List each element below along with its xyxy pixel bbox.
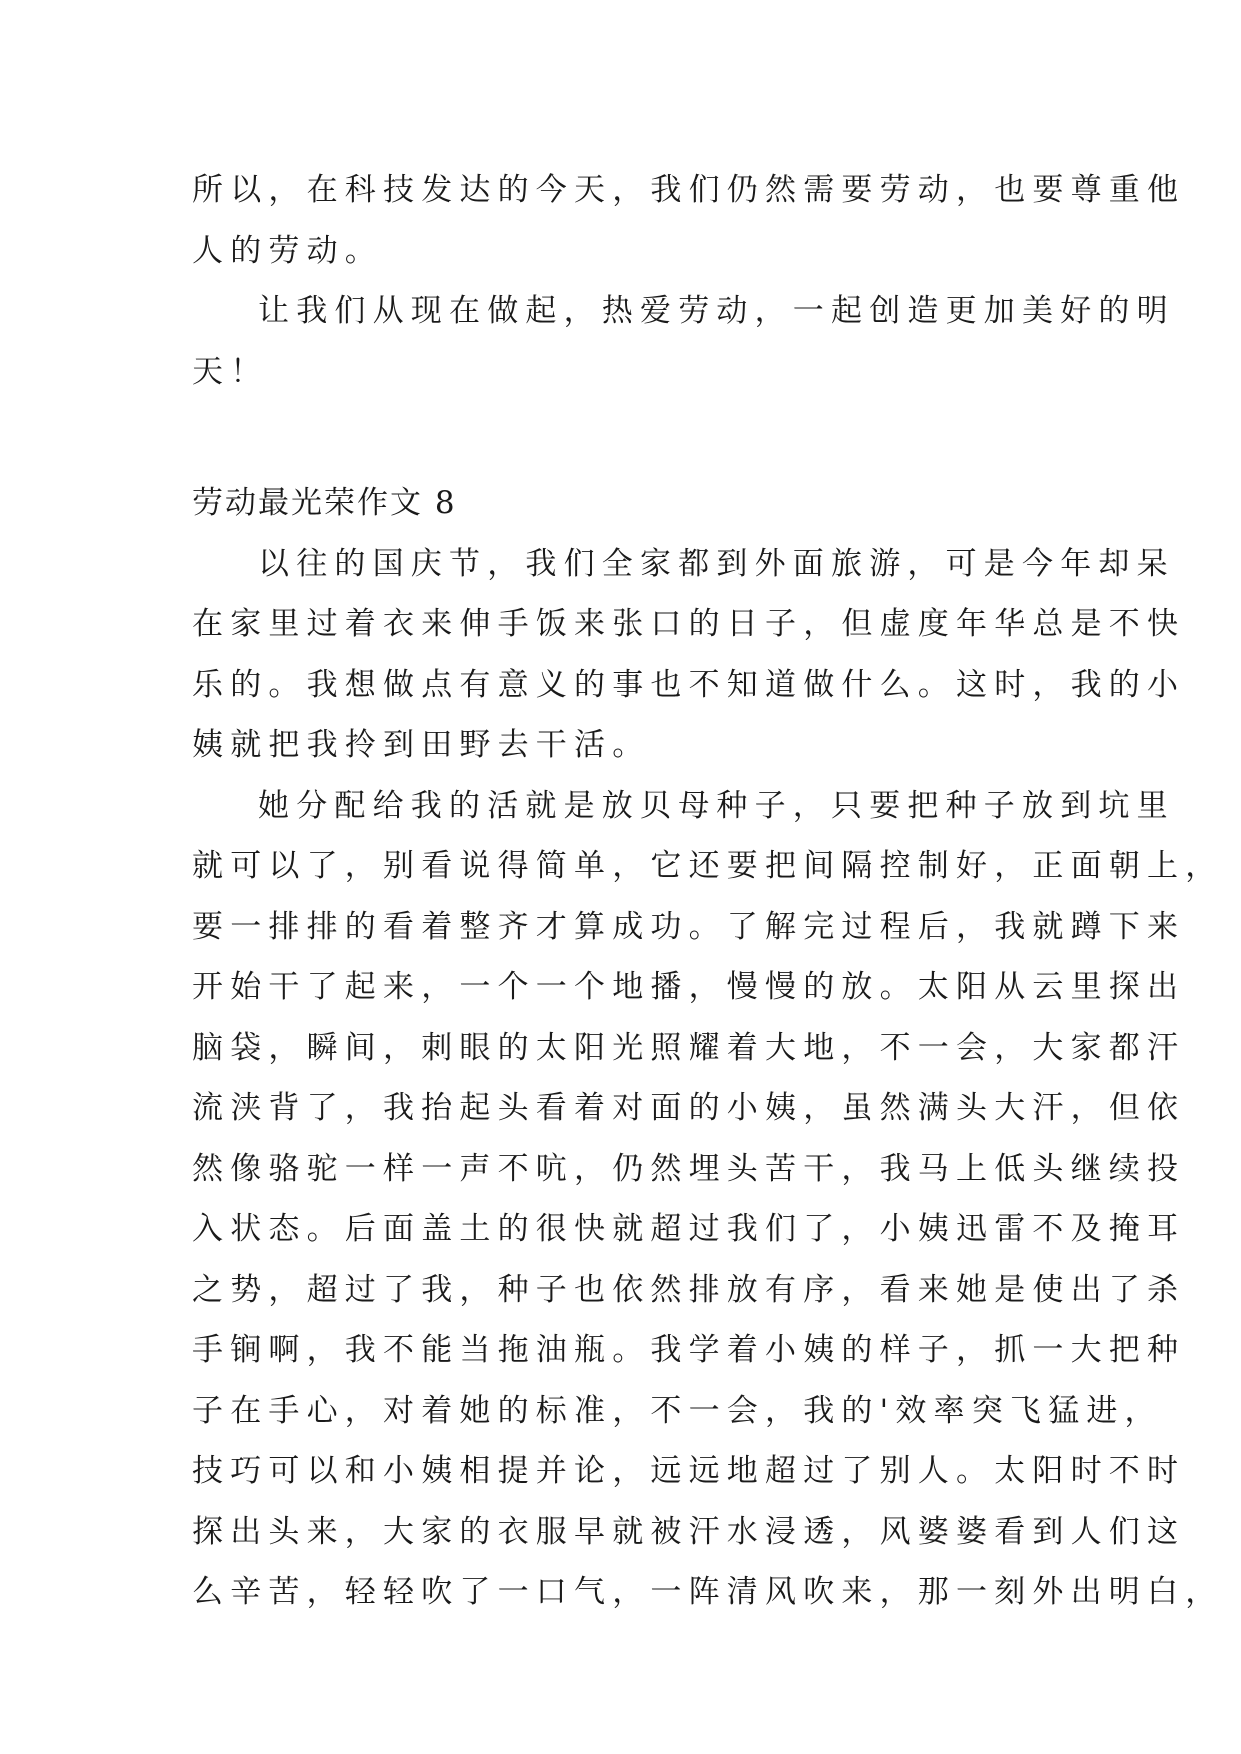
text-line: 开始干了起来，一个一个地播，慢慢的放。太阳从云里探出: [192, 969, 1186, 1005]
text-line: 要一排排的看着整齐才算成功。了解完过程后，我就蹲下来: [192, 908, 1186, 945]
text-line: 让我们从现在做起，热爱劳动，一起创造更加美好的明: [258, 293, 1175, 329]
paragraph: [192, 160, 1186, 281]
text-line: 脑袋，瞬间，刺眼的太阳光照耀着大地，不一会，大家都汗: [192, 1029, 1186, 1066]
text-line: 人的劳动。: [192, 232, 383, 269]
text-line: 流浃背了，我抬起头看着对面的小姨，虽然满头大汗，但依: [192, 1090, 1186, 1126]
paragraph: [192, 534, 1186, 776]
text-line: 探出头来，大家的衣服早就被汗水浸透，风婆婆看到人们这: [192, 1513, 1186, 1550]
section-title: 劳动最光荣作文 8: [192, 485, 457, 521]
text-line: 以往的国庆节，我们全家都到外面旅游，可是今年却呆: [258, 545, 1175, 582]
paragraph: [192, 776, 1224, 1623]
text-line: 就可以了，别看说得简单，它还要把间隔控制好，正面朝上，: [192, 848, 1224, 884]
text-line: 所以，在科技发达的今天，我们仍然需要劳动，也要尊重他: [192, 172, 1186, 208]
paragraph: [192, 281, 1175, 402]
text-line: 子在手心，对着她的标准，不一会，我的'效率突飞猛进，: [192, 1392, 1163, 1429]
text-line: 姨就把我拎到田野去干活。: [192, 727, 651, 763]
text-line: 技巧可以和小姨相提并论，远远地超过了别人。太阳时不时: [192, 1453, 1186, 1489]
text-line: 然像骆驼一样一声不吭，仍然埋头苦干，我马上低头继续投: [192, 1150, 1186, 1187]
text-line: 在家里过着衣来伸手饭来张口的日子，但虚度年华总是不快: [192, 606, 1186, 642]
text-line: 天！: [192, 353, 269, 390]
text-line: 她分配给我的活就是放贝母种子，只要把种子放到坑里: [258, 787, 1175, 824]
text-line: 入状态。后面盖土的很快就超过我们了，小姨迅雷不及掩耳: [192, 1211, 1186, 1247]
text-line: 乐的。我想做点有意义的事也不知道做什么。这时，我的小: [192, 666, 1186, 703]
document-page: [192, 160, 1224, 1623]
text-line: 手锏啊，我不能当拖油瓶。我学着小姨的样子，抓一大把种: [192, 1332, 1186, 1368]
text-line: 么辛苦，轻轻吹了一口气，一阵清风吹来，那一刻外出明白，: [192, 1574, 1224, 1610]
text-line: 之势，超过了我，种子也依然排放有序，看来她是使出了杀: [192, 1271, 1186, 1308]
